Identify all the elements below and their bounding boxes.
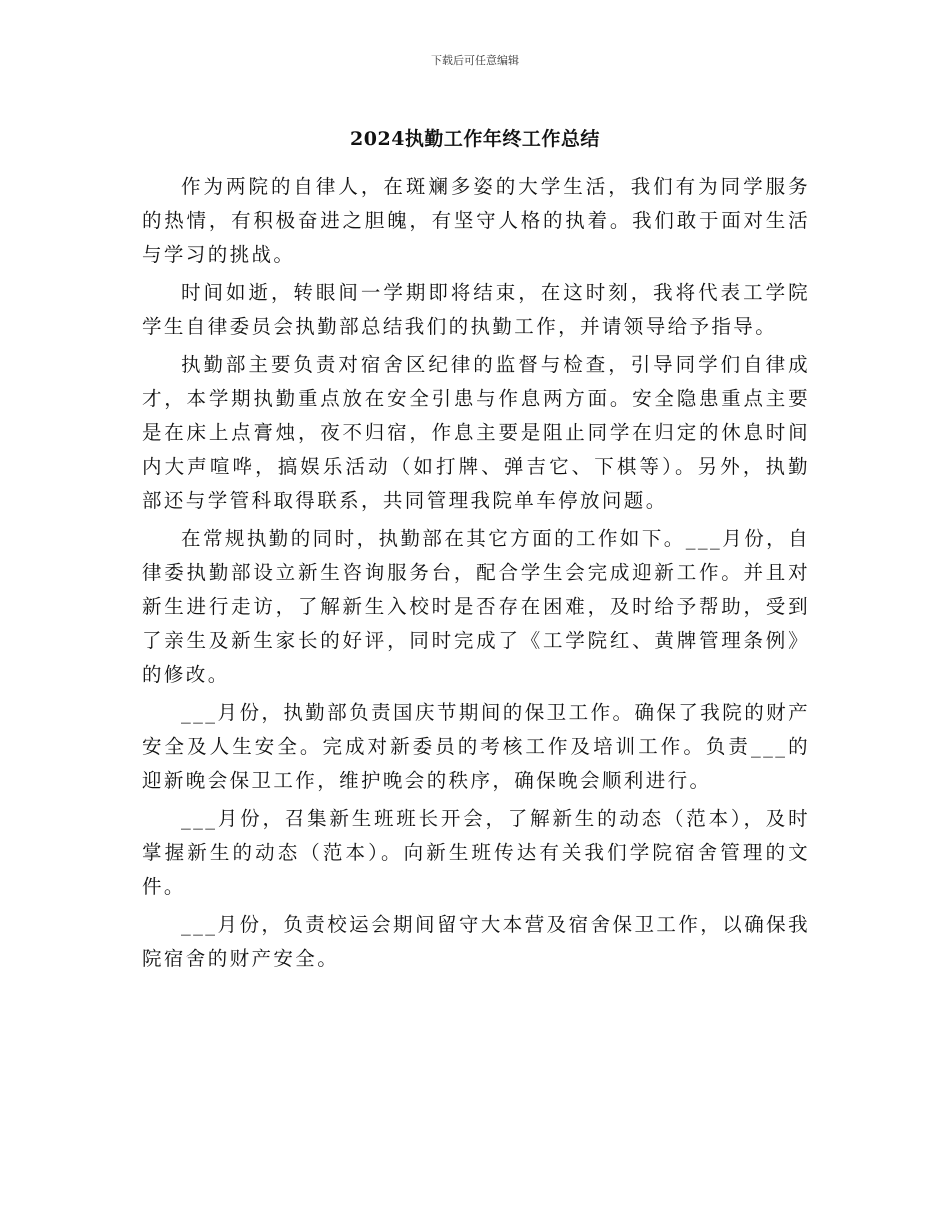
paragraph-1: 作为两院的自律人，在斑斓多姿的大学生活，我们有为同学服务的热情，有积极奋进之胆魄，有坚守人格的执着。我们敢于面对生活与学习的挑战。 xyxy=(142,175,810,266)
paragraph-7: ___月份，负责校运会期间留守大本营及宿舍保卫工作，以确保我院宿舍的财产安全。 xyxy=(142,913,810,970)
document-title: 2024执勤工作年终工作总结 xyxy=(350,128,600,150)
document-body xyxy=(142,170,810,980)
page-header-note: 下载后可任意编辑 xyxy=(431,54,519,67)
paragraph-3: 执勤部主要负责对宿舍区纪律的监督与检查，引导同学们自律成才，本学期执勤重点放在安全引患与作息两方面。安全隐患重点主要是在床上点膏烛，夜不归宿，作息主要是阻止同学在归定的休息时间内大声喧哗，搞娱乐活动（如打牌、弹吉它、下棋等）。另外，执勤部还与学管科取得联系，共同管理我院单车停放问题。 xyxy=(142,353,810,512)
paragraph-5: ___月份，执勤部负责国庆节期间的保卫工作。确保了我院的财产安全及人生安全。完成对新委员的考核工作及培训工作。负责___的迎新晚会保卫工作，维护晚会的秩序，确保晚会顺利进行。 xyxy=(142,701,810,792)
paragraph-2: 时间如逝，转眼间一学期即将结束，在这时刻，我将代表工学院学生自律委员会执勤部总结我们的执勤工作，并请领导给予指导。 xyxy=(142,281,810,338)
paragraph-6: ___月份，召集新生班班长开会，了解新生的动态（范本），及时掌握新生的动态（范本）。向新生班传达有关我们学院宿舍管理的文件。 xyxy=(142,807,810,898)
paragraph-4: 在常规执勤的同时，执勤部在其它方面的工作如下。___月份，自律委执勤部设立新生咨询服务台，配合学生会完成迎新工作。并且对新生进行走访，了解新生入校时是否存在困难，及时给予帮助，受到了亲生及新生家长的好评，同时完成了《工学院红、黄牌管理条例》的修改。 xyxy=(142,527,810,686)
